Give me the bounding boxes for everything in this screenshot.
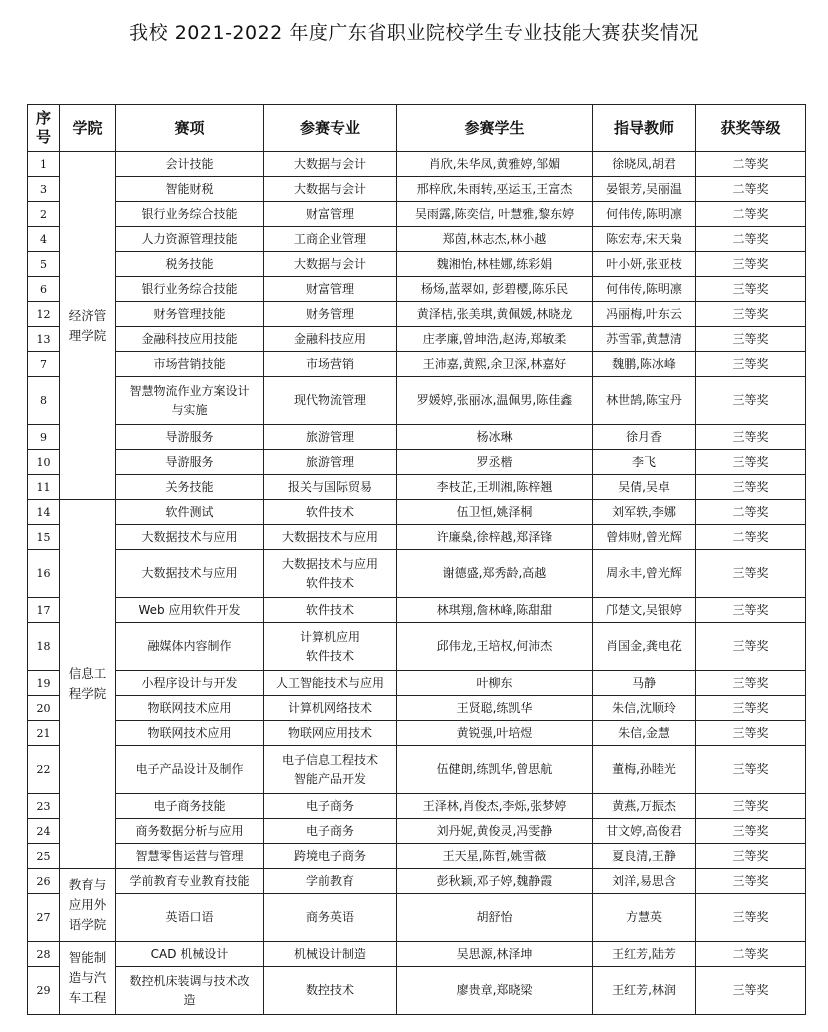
teachers-cell: 李飞 (593, 450, 696, 475)
row-number: 5 (28, 252, 60, 277)
major-cell: 大数据与会计 (264, 177, 397, 202)
major-cell: 电子商务 (264, 819, 397, 844)
major-cell: 旅游管理 (264, 450, 397, 475)
row-number: 24 (28, 819, 60, 844)
major-cell: 电子商务 (264, 794, 397, 819)
major-cell: 人工智能技术与应用 (264, 671, 397, 696)
row-number: 25 (28, 844, 60, 869)
award-cell: 三等奖 (696, 425, 806, 450)
header-students: 参赛学生 (397, 105, 593, 152)
event-cell: 智能财税 (116, 177, 264, 202)
award-cell: 三等奖 (696, 277, 806, 302)
students-cell: 伍卫恒,姚泽桐 (397, 500, 593, 525)
table-row (28, 598, 806, 623)
table-row (28, 746, 806, 794)
award-cell: 三等奖 (696, 696, 806, 721)
table-row (28, 844, 806, 869)
major-cell: 机械设计制造 (264, 942, 397, 967)
major-cell: 数控技术 (264, 967, 397, 1015)
row-number: 28 (28, 942, 60, 967)
award-cell: 二等奖 (696, 177, 806, 202)
row-number: 10 (28, 450, 60, 475)
teachers-cell: 肖国金,龚电花 (593, 623, 696, 671)
table-row (28, 302, 806, 327)
row-number: 26 (28, 869, 60, 894)
event-cell: 智慧物流作业方案设计 与实施 (116, 377, 264, 425)
award-cell: 三等奖 (696, 377, 806, 425)
header-event: 赛项 (116, 105, 264, 152)
table-row (28, 525, 806, 550)
table-row (28, 550, 806, 598)
document-title: 我校 2021-2022 年度广东省职业院校学生专业技能大赛获奖情况 (129, 22, 699, 44)
event-cell: 财务管理技能 (116, 302, 264, 327)
event-cell: 关务技能 (116, 475, 264, 500)
awards-table (27, 104, 806, 1015)
table-row (28, 696, 806, 721)
college-cell: 智能制造与汽车工程 (60, 942, 116, 1015)
row-number: 17 (28, 598, 60, 623)
teachers-cell: 夏良清,王静 (593, 844, 696, 869)
students-cell: 郑茵,林志杰,林小越 (397, 227, 593, 252)
table-row (28, 227, 806, 252)
award-cell: 三等奖 (696, 894, 806, 942)
event-cell: 银行业务综合技能 (116, 202, 264, 227)
major-cell: 物联网应用技术 (264, 721, 397, 746)
table-row (28, 967, 806, 1015)
award-cell: 三等奖 (696, 623, 806, 671)
event-cell: 英语口语 (116, 894, 264, 942)
event-cell: 数控机床装调与技术改 造 (116, 967, 264, 1015)
major-cell: 旅游管理 (264, 425, 397, 450)
event-cell: 大数据技术与应用 (116, 525, 264, 550)
students-cell: 刘丹妮,黄俊灵,冯雯静 (397, 819, 593, 844)
teachers-cell: 曾炜财,曾光辉 (593, 525, 696, 550)
college-cell: 经济管理学院 (60, 152, 116, 500)
teachers-cell: 何伟传,陈明凛 (593, 277, 696, 302)
award-cell: 三等奖 (696, 475, 806, 500)
major-cell: 大数据与会计 (264, 252, 397, 277)
college-cell: 信息工程学院 (60, 500, 116, 869)
teachers-cell: 朱信,金慧 (593, 721, 696, 746)
students-cell: 谢德盛,郑秀龄,高越 (397, 550, 593, 598)
award-cell: 三等奖 (696, 721, 806, 746)
major-cell: 财务管理 (264, 302, 397, 327)
event-cell: 电子产品设计及制作 (116, 746, 264, 794)
table-row (28, 623, 806, 671)
row-number: 14 (28, 500, 60, 525)
students-cell: 罗丞楷 (397, 450, 593, 475)
award-cell: 三等奖 (696, 967, 806, 1015)
teachers-cell: 徐晓凤,胡君 (593, 152, 696, 177)
row-number: 18 (28, 623, 60, 671)
table-row (28, 425, 806, 450)
teachers-cell: 何伟传,陈明凛 (593, 202, 696, 227)
teachers-cell: 朱信,沈顺玲 (593, 696, 696, 721)
students-cell: 邢梓欣,朱雨转,巫运玉,王富杰 (397, 177, 593, 202)
row-number: 16 (28, 550, 60, 598)
header-teachers: 指导教师 (593, 105, 696, 152)
award-cell: 三等奖 (696, 844, 806, 869)
table-row (28, 202, 806, 227)
table-row (28, 177, 806, 202)
event-cell: 会计技能 (116, 152, 264, 177)
row-number: 12 (28, 302, 60, 327)
award-cell: 三等奖 (696, 352, 806, 377)
major-cell: 财富管理 (264, 202, 397, 227)
teachers-cell: 周永丰,曾光辉 (593, 550, 696, 598)
award-cell: 三等奖 (696, 671, 806, 696)
header-row (28, 105, 806, 152)
students-cell: 庄孝廉,曾坤浩,赵涛,郑敏柔 (397, 327, 593, 352)
award-cell: 三等奖 (696, 252, 806, 277)
major-cell: 计算机网络技术 (264, 696, 397, 721)
teachers-cell: 刘洋,易思含 (593, 869, 696, 894)
award-cell: 三等奖 (696, 450, 806, 475)
table-row (28, 277, 806, 302)
major-cell: 大数据技术与应用 软件技术 (264, 550, 397, 598)
students-cell: 胡舒怡 (397, 894, 593, 942)
students-cell: 魏湘怡,林桂娜,练彩娟 (397, 252, 593, 277)
event-cell: 大数据技术与应用 (116, 550, 264, 598)
major-cell: 软件技术 (264, 598, 397, 623)
students-cell: 肖欣,朱华凤,黄雅婷,邹媚 (397, 152, 593, 177)
teachers-cell: 徐月香 (593, 425, 696, 450)
major-cell: 报关与国际贸易 (264, 475, 397, 500)
event-cell: 软件测试 (116, 500, 264, 525)
award-cell: 三等奖 (696, 302, 806, 327)
table-row (28, 819, 806, 844)
table-row (28, 352, 806, 377)
teachers-cell: 甘文婷,高俊君 (593, 819, 696, 844)
event-cell: 税务技能 (116, 252, 264, 277)
row-number: 20 (28, 696, 60, 721)
students-cell: 吴思源,林泽坤 (397, 942, 593, 967)
major-cell: 商务英语 (264, 894, 397, 942)
major-cell: 跨境电子商务 (264, 844, 397, 869)
students-cell: 王贤聪,练凯华 (397, 696, 593, 721)
teachers-cell: 叶小妍,张亚枝 (593, 252, 696, 277)
row-number: 1 (28, 152, 60, 177)
teachers-cell: 方慧英 (593, 894, 696, 942)
major-cell: 金融科技应用 (264, 327, 397, 352)
table-row (28, 869, 806, 894)
row-number: 2 (28, 202, 60, 227)
students-cell: 吴雨露,陈奕信, 叶慧雅,黎东婷 (397, 202, 593, 227)
event-cell: Web 应用软件开发 (116, 598, 264, 623)
major-cell: 工商企业管理 (264, 227, 397, 252)
major-cell: 软件技术 (264, 500, 397, 525)
award-cell: 二等奖 (696, 500, 806, 525)
row-number: 29 (28, 967, 60, 1015)
students-cell: 王天星,陈哲,姚雪薇 (397, 844, 593, 869)
event-cell: CAD 机械设计 (116, 942, 264, 967)
row-number: 15 (28, 525, 60, 550)
event-cell: 金融科技应用技能 (116, 327, 264, 352)
table-row (28, 500, 806, 525)
teachers-cell: 邝楚文,吴银婷 (593, 598, 696, 623)
row-number: 9 (28, 425, 60, 450)
teachers-cell: 刘军轶,李娜 (593, 500, 696, 525)
row-number: 4 (28, 227, 60, 252)
students-cell: 黄锐强,叶培煜 (397, 721, 593, 746)
major-cell: 大数据与会计 (264, 152, 397, 177)
major-cell: 学前教育 (264, 869, 397, 894)
teachers-cell: 林世鹄,陈宝丹 (593, 377, 696, 425)
row-number: 21 (28, 721, 60, 746)
award-cell: 三等奖 (696, 869, 806, 894)
event-cell: 商务数据分析与应用 (116, 819, 264, 844)
event-cell: 小程序设计与开发 (116, 671, 264, 696)
header-no: 序号 (28, 105, 60, 152)
award-cell: 三等奖 (696, 819, 806, 844)
teachers-cell: 苏雪霏,黄慧清 (593, 327, 696, 352)
award-cell: 二等奖 (696, 202, 806, 227)
college-cell: 教育与应用外语学院 (60, 869, 116, 942)
table-row (28, 377, 806, 425)
row-number: 7 (28, 352, 60, 377)
students-cell: 李枝芷,王圳湘,陈梓翘 (397, 475, 593, 500)
students-cell: 王泽林,肖俊杰,李烁,张梦婷 (397, 794, 593, 819)
major-cell: 电子信息工程技术 智能产品开发 (264, 746, 397, 794)
event-cell: 融媒体内容制作 (116, 623, 264, 671)
table-row (28, 475, 806, 500)
event-cell: 银行业务综合技能 (116, 277, 264, 302)
event-cell: 学前教育专业教育技能 (116, 869, 264, 894)
award-cell: 三等奖 (696, 746, 806, 794)
teachers-cell: 晏银芳,吴丽温 (593, 177, 696, 202)
award-cell: 三等奖 (696, 598, 806, 623)
teachers-cell: 马静 (593, 671, 696, 696)
row-number: 11 (28, 475, 60, 500)
row-number: 22 (28, 746, 60, 794)
teachers-cell: 董梅,孙睦光 (593, 746, 696, 794)
header-college: 学院 (60, 105, 116, 152)
students-cell: 彭秋颖,邓子婷,魏静霞 (397, 869, 593, 894)
table-row (28, 252, 806, 277)
table-row (28, 721, 806, 746)
teachers-cell: 王红芳,林润 (593, 967, 696, 1015)
students-cell: 杨炀,蓝翠如, 彭碧樱,陈乐民 (397, 277, 593, 302)
event-cell: 智慧零售运营与管理 (116, 844, 264, 869)
row-number: 23 (28, 794, 60, 819)
students-cell: 许廉燊,徐梓越,郑泽锋 (397, 525, 593, 550)
table-row (28, 671, 806, 696)
table-row (28, 942, 806, 967)
table-row (28, 327, 806, 352)
row-number: 27 (28, 894, 60, 942)
event-cell: 导游服务 (116, 425, 264, 450)
students-cell: 叶柳东 (397, 671, 593, 696)
row-number: 13 (28, 327, 60, 352)
major-cell: 财富管理 (264, 277, 397, 302)
teachers-cell: 黄燕,万振杰 (593, 794, 696, 819)
major-cell: 计算机应用 软件技术 (264, 623, 397, 671)
event-cell: 市场营销技能 (116, 352, 264, 377)
students-cell: 廖贵章,郑晓梁 (397, 967, 593, 1015)
table-row (28, 794, 806, 819)
students-cell: 邱伟龙,王培权,何沛杰 (397, 623, 593, 671)
event-cell: 导游服务 (116, 450, 264, 475)
teachers-cell: 魏鹏,陈冰峰 (593, 352, 696, 377)
row-number: 8 (28, 377, 60, 425)
teachers-cell: 王红芳,陆芳 (593, 942, 696, 967)
row-number: 6 (28, 277, 60, 302)
major-cell: 现代物流管理 (264, 377, 397, 425)
award-cell: 三等奖 (696, 327, 806, 352)
award-cell: 二等奖 (696, 942, 806, 967)
table-row (28, 450, 806, 475)
students-cell: 林琪翔,詹林峰,陈甜甜 (397, 598, 593, 623)
students-cell: 王沛嘉,黄熙,余卫深,林嘉好 (397, 352, 593, 377)
award-cell: 三等奖 (696, 550, 806, 598)
table-body (28, 152, 806, 1015)
students-cell: 伍健朗,练凯华,曾思航 (397, 746, 593, 794)
teachers-cell: 陈宏寿,宋天枭 (593, 227, 696, 252)
teachers-cell: 吴倩,吴卓 (593, 475, 696, 500)
award-cell: 二等奖 (696, 152, 806, 177)
major-cell: 大数据技术与应用 (264, 525, 397, 550)
table-row (28, 152, 806, 177)
major-cell: 市场营销 (264, 352, 397, 377)
row-number: 19 (28, 671, 60, 696)
event-cell: 物联网技术应用 (116, 696, 264, 721)
header-award: 获奖等级 (696, 105, 806, 152)
row-number: 3 (28, 177, 60, 202)
table-row (28, 894, 806, 942)
award-cell: 三等奖 (696, 794, 806, 819)
event-cell: 人力资源管理技能 (116, 227, 264, 252)
students-cell: 罗媛婷,张丽冰,温佩男,陈佳鑫 (397, 377, 593, 425)
event-cell: 物联网技术应用 (116, 721, 264, 746)
event-cell: 电子商务技能 (116, 794, 264, 819)
teachers-cell: 冯丽梅,叶东云 (593, 302, 696, 327)
award-cell: 二等奖 (696, 227, 806, 252)
award-cell: 二等奖 (696, 525, 806, 550)
students-cell: 杨冰琳 (397, 425, 593, 450)
students-cell: 黄泽桔,张美琪,黄佩媛,林晓龙 (397, 302, 593, 327)
header-major: 参赛专业 (264, 105, 397, 152)
